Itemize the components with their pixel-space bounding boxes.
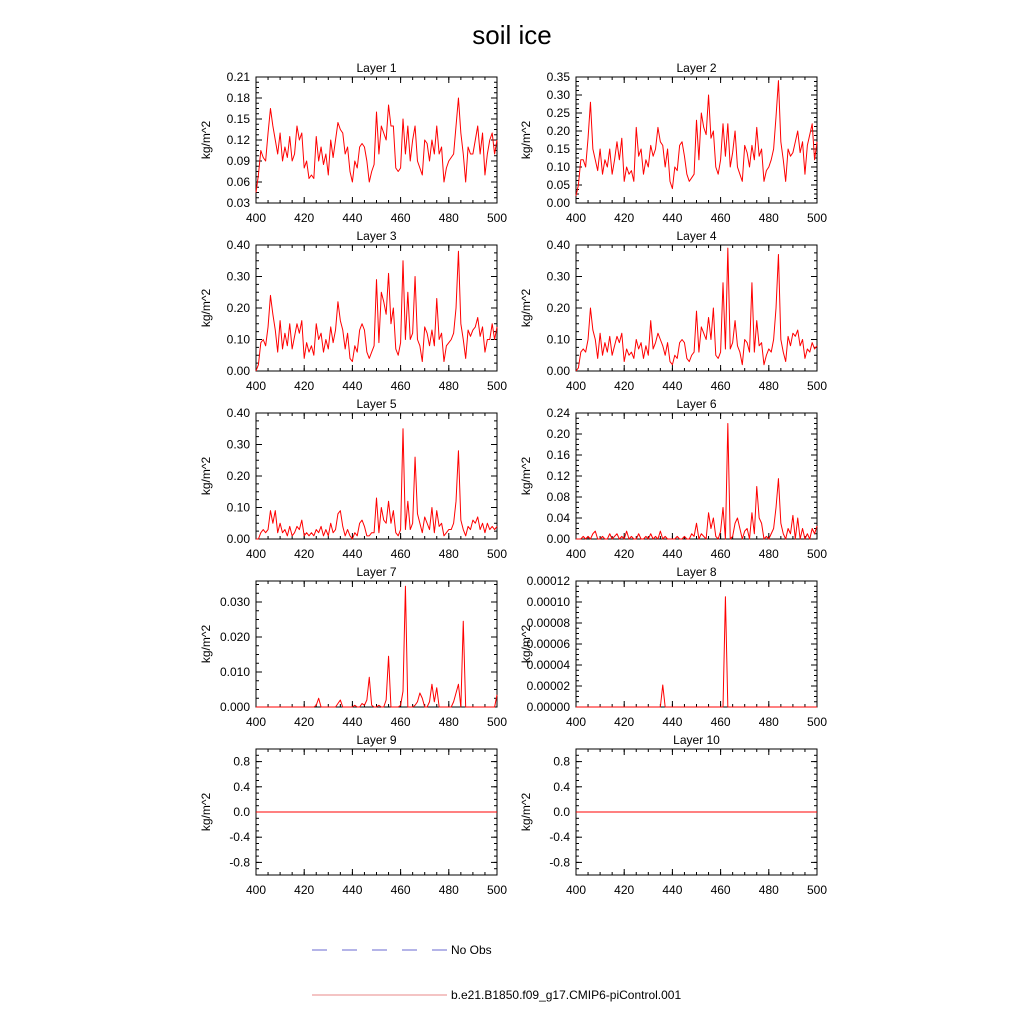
x-tick-label: 480 [758, 379, 779, 393]
y-tick-label: 0.06 [226, 175, 250, 189]
x-tick-label: 500 [806, 379, 828, 393]
y-tick-label: 0.20 [546, 427, 570, 441]
series-line [256, 98, 497, 193]
x-tick-label: 420 [614, 547, 635, 561]
x-tick-label: 500 [806, 211, 828, 225]
x-tick-label: 500 [806, 883, 828, 897]
x-tick-label: 460 [710, 379, 731, 393]
x-tick-label: 480 [438, 211, 459, 225]
y-tick-label: 0.00 [546, 532, 570, 546]
x-tick-label: 480 [758, 715, 779, 729]
x-tick-label: 440 [342, 211, 363, 225]
x-tick-label: 480 [438, 883, 459, 897]
y-tick-label: 0.4 [553, 779, 570, 794]
x-tick-label: 460 [390, 211, 411, 225]
x-tick-label: 440 [662, 883, 683, 897]
x-tick-label: 400 [565, 547, 587, 561]
y-tick-label: 0.00 [546, 196, 570, 210]
y-tick-label: 0.30 [546, 269, 570, 284]
y-tick-label: 0.00 [226, 364, 250, 378]
y-tick-label: -0.4 [549, 830, 570, 845]
y-tick-label: 0.4 [233, 779, 250, 794]
panel-title: Layer 5 [356, 397, 397, 411]
y-axis-label: kg/m^2 [199, 456, 213, 496]
y-tick-label: 0.30 [226, 437, 250, 452]
y-tick-label: 0.30 [546, 88, 570, 102]
x-tick-label: 460 [390, 715, 411, 729]
panel-title: Layer 7 [356, 565, 397, 579]
y-tick-label: -0.8 [549, 855, 570, 870]
x-tick-label: 400 [565, 715, 587, 729]
x-tick-label: 480 [758, 883, 779, 897]
series-line [576, 597, 817, 707]
y-tick-label: 0.00002 [526, 679, 570, 693]
y-axis-label: kg/m^2 [199, 792, 213, 832]
y-tick-label: 0.00006 [526, 637, 570, 651]
y-tick-label: 0.15 [546, 142, 570, 156]
x-tick-label: 400 [245, 883, 267, 897]
panel-title: Layer 3 [356, 229, 397, 243]
y-tick-label: 0.00004 [526, 658, 570, 672]
panel-layer-7 [199, 565, 507, 729]
y-tick-label: 0.21 [226, 70, 250, 84]
y-axis-label: kg/m^2 [519, 456, 533, 496]
x-tick-label: 460 [390, 883, 411, 897]
x-tick-label: 400 [565, 883, 587, 897]
y-tick-label: 0.04 [546, 511, 570, 525]
y-tick-label: 0.00008 [526, 616, 570, 630]
y-tick-label: 0.20 [226, 469, 250, 483]
x-tick-label: 480 [758, 211, 779, 225]
series-line [576, 81, 817, 196]
y-axis-label: kg/m^2 [519, 792, 533, 832]
plot-frame [256, 245, 497, 371]
y-tick-label: 0.010 [219, 665, 250, 679]
x-tick-label: 420 [294, 715, 315, 729]
x-tick-label: 500 [486, 715, 508, 729]
y-tick-label: 0.020 [219, 630, 250, 644]
x-tick-label: 400 [245, 547, 267, 561]
x-tick-label: 500 [806, 715, 828, 729]
y-tick-label: 0.40 [226, 238, 250, 252]
chart-title: soil ice [472, 20, 552, 50]
panel-layer-8 [519, 565, 827, 729]
y-tick-label: 0.12 [546, 469, 570, 483]
x-tick-label: 440 [662, 547, 683, 561]
panel-layer-1 [199, 61, 507, 225]
y-tick-label: 0.000 [219, 700, 250, 714]
panel-title: Layer 10 [673, 733, 720, 747]
y-tick-label: 0.05 [546, 178, 570, 192]
panel-layer-5 [199, 397, 507, 561]
plot-frame [576, 581, 817, 707]
x-tick-label: 420 [294, 379, 315, 393]
y-tick-label: -0.8 [229, 855, 250, 870]
x-tick-label: 440 [662, 211, 683, 225]
series-line [256, 251, 497, 371]
y-tick-label: 0.10 [226, 332, 250, 347]
x-tick-label: 480 [438, 547, 459, 561]
panel-layer-10 [519, 733, 827, 897]
y-tick-label: 0.25 [546, 106, 570, 120]
y-axis-label: kg/m^2 [199, 288, 213, 328]
y-tick-label: 0.10 [546, 160, 570, 174]
y-tick-label: 0.40 [546, 238, 570, 252]
y-axis-label: kg/m^2 [519, 624, 533, 664]
y-tick-label: 0.30 [226, 269, 250, 284]
plot-frame [256, 581, 497, 707]
x-tick-label: 460 [710, 211, 731, 225]
y-tick-label: 0.00 [546, 364, 570, 378]
x-tick-label: 500 [486, 547, 508, 561]
y-tick-label: 0.20 [226, 301, 250, 315]
panel-grid [199, 61, 827, 897]
series-line [576, 248, 817, 371]
y-tick-label: 0.35 [546, 70, 570, 84]
x-tick-label: 420 [294, 547, 315, 561]
x-tick-label: 440 [342, 883, 363, 897]
x-tick-label: 480 [758, 547, 779, 561]
panel-title: Layer 4 [676, 229, 717, 243]
y-tick-label: 0.00012 [526, 574, 570, 588]
x-tick-label: 500 [486, 883, 508, 897]
x-tick-label: 480 [438, 715, 459, 729]
x-tick-label: 420 [614, 883, 635, 897]
panel-layer-2 [519, 61, 827, 225]
panel-layer-3 [199, 229, 507, 393]
x-tick-label: 400 [565, 379, 587, 393]
panel-title: Layer 8 [676, 565, 717, 579]
x-tick-label: 440 [662, 379, 683, 393]
legend [312, 943, 681, 1002]
x-tick-label: 440 [342, 379, 363, 393]
x-tick-label: 500 [806, 547, 828, 561]
y-tick-label: 0.0 [553, 805, 570, 819]
y-tick-label: 0.0 [233, 805, 250, 819]
y-axis-label: kg/m^2 [519, 288, 533, 328]
x-tick-label: 400 [565, 211, 587, 225]
x-tick-label: 420 [294, 883, 315, 897]
x-tick-label: 460 [710, 883, 731, 897]
panel-layer-9 [199, 733, 507, 897]
x-tick-label: 400 [245, 211, 267, 225]
x-tick-label: 440 [342, 715, 363, 729]
x-tick-label: 440 [662, 715, 683, 729]
y-tick-label: 0.18 [226, 91, 250, 105]
panel-title: Layer 6 [676, 397, 717, 411]
x-tick-label: 460 [710, 547, 731, 561]
legend-no-obs-label: No Obs [451, 943, 492, 957]
y-tick-label: 0.15 [226, 112, 250, 126]
x-tick-label: 420 [294, 211, 315, 225]
y-tick-label: 0.08 [546, 490, 570, 504]
x-tick-label: 480 [438, 379, 459, 393]
y-tick-label: 0.40 [226, 406, 250, 420]
y-axis-label: kg/m^2 [199, 120, 213, 160]
x-tick-label: 420 [614, 211, 635, 225]
series-line [256, 429, 497, 539]
plot-frame [256, 77, 497, 203]
y-tick-label: 0.24 [546, 406, 570, 420]
y-tick-label: 0.00 [226, 532, 250, 546]
series-line [576, 424, 817, 540]
panel-title: Layer 2 [676, 61, 717, 75]
y-tick-label: 0.8 [233, 754, 250, 769]
x-tick-label: 460 [390, 379, 411, 393]
x-tick-label: 460 [390, 547, 411, 561]
x-tick-label: 400 [245, 715, 267, 729]
y-tick-label: 0.16 [546, 448, 570, 462]
x-tick-label: 440 [342, 547, 363, 561]
x-tick-label: 500 [486, 211, 508, 225]
y-tick-label: 0.8 [553, 754, 570, 769]
panel-title: Layer 9 [356, 733, 397, 747]
x-tick-label: 420 [614, 715, 635, 729]
y-tick-label: 0.12 [226, 133, 250, 147]
x-tick-label: 400 [245, 379, 267, 393]
x-tick-label: 420 [614, 379, 635, 393]
y-axis-label: kg/m^2 [199, 624, 213, 664]
legend-model-label: b.e21.B1850.f09_g17.CMIP6-piControl.001 [451, 988, 682, 1002]
panel-title: Layer 1 [356, 61, 397, 75]
x-tick-label: 500 [486, 379, 508, 393]
y-tick-label: 0.20 [546, 124, 570, 138]
panel-layer-4 [519, 229, 827, 393]
x-tick-label: 460 [710, 715, 731, 729]
y-tick-label: 0.030 [219, 595, 250, 609]
y-tick-label: 0.00000 [526, 700, 570, 714]
y-tick-label: 0.20 [546, 301, 570, 315]
y-tick-label: 0.09 [226, 154, 250, 168]
y-tick-label: 0.03 [226, 196, 250, 210]
panel-layer-6 [519, 397, 827, 561]
y-tick-label: -0.4 [229, 830, 250, 845]
y-tick-label: 0.00010 [526, 595, 570, 609]
y-tick-label: 0.10 [546, 332, 570, 347]
y-tick-label: 0.10 [226, 500, 250, 515]
y-axis-label: kg/m^2 [519, 120, 533, 160]
series-line [256, 586, 497, 707]
